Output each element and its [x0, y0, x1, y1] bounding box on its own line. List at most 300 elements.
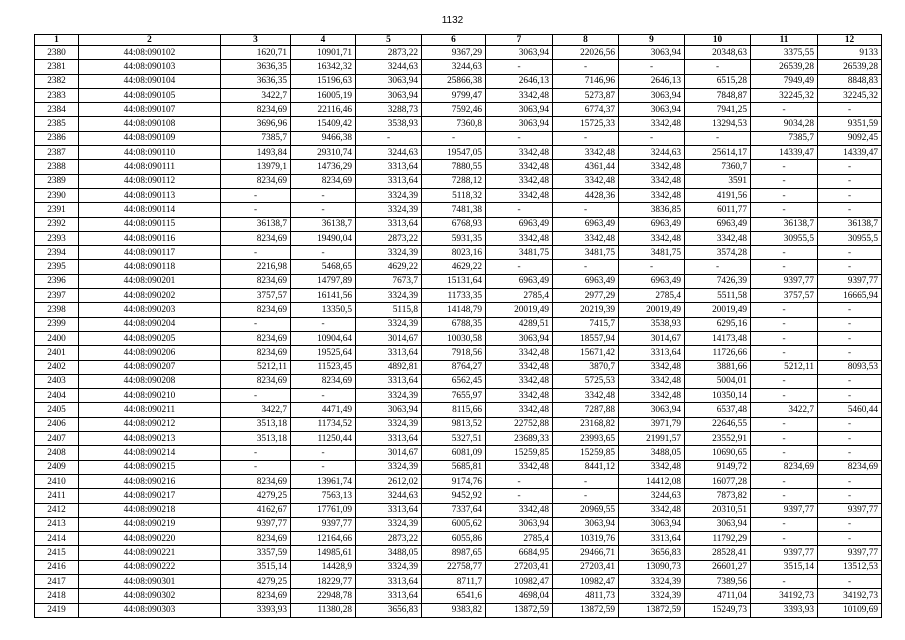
table-cell-col-11: 14339,47 — [751, 146, 818, 160]
table-cell-col-12: - — [818, 174, 882, 188]
table-cell-col-9: 3538,93 — [619, 317, 685, 331]
table-cell-col-10: 20019,49 — [685, 303, 751, 317]
table-cell-col-8: 2977,29 — [553, 289, 619, 303]
table-cell-col-2: 44:08:090113 — [79, 188, 221, 202]
table-cell-col-1: 2397 — [35, 289, 79, 303]
table-cell-col-3: 5212,11 — [221, 360, 291, 374]
table-cell-col-6: 5118,32 — [422, 188, 486, 202]
table-cell-col-11: 9397,77 — [751, 546, 818, 560]
table-cell-col-9: 3324,39 — [619, 589, 685, 603]
table-cell-col-3: 8234,69 — [221, 303, 291, 317]
table-cell-col-11: - — [751, 489, 818, 503]
table-cell-col-8: - — [553, 489, 619, 503]
table-cell-col-5: 3324,39 — [356, 560, 422, 574]
table-cell-col-6: 9383,82 — [422, 603, 486, 617]
table-cell-col-8: 4428,36 — [553, 188, 619, 202]
table-cell-col-3: 7385,7 — [221, 131, 291, 145]
table-cell-col-1: 2394 — [35, 246, 79, 260]
table-cell-col-6: 6768,93 — [422, 217, 486, 231]
table-cell-col-7: 3342,48 — [486, 174, 553, 188]
table-cell-col-5: 2873,22 — [356, 231, 422, 245]
table-cell-col-6: 8115,66 — [422, 403, 486, 417]
table-cell-col-11: 7949,49 — [751, 74, 818, 88]
table-cell-col-12: 9092,45 — [818, 131, 882, 145]
table-cell-col-5: 3244,63 — [356, 60, 422, 74]
table-body — [35, 46, 882, 618]
table-row — [35, 403, 882, 417]
table-cell-col-10: 9149,72 — [685, 460, 751, 474]
table-cell-col-3: 3515,14 — [221, 560, 291, 574]
table-cell-col-8: 15259,85 — [553, 446, 619, 460]
table-cell-col-10: 11726,66 — [685, 346, 751, 360]
table-cell-col-8: - — [553, 474, 619, 488]
table-cell-col-12: - — [818, 374, 882, 388]
table-cell-col-9: 3342,48 — [619, 360, 685, 374]
table-cell-col-11: 9397,77 — [751, 274, 818, 288]
table-cell-col-8: 10982,47 — [553, 574, 619, 588]
table-cell-col-4: 14736,29 — [291, 160, 356, 174]
table-cell-col-7: - — [486, 203, 553, 217]
table-cell-col-3: 8234,69 — [221, 589, 291, 603]
table-cell-col-10: 3574,28 — [685, 246, 751, 260]
table-cell-col-2: 44:08:090201 — [79, 274, 221, 288]
table-cell-col-11: - — [751, 432, 818, 446]
table-cell-col-9: 3342,48 — [619, 117, 685, 131]
table-cell-col-5: 4892,81 — [356, 360, 422, 374]
table-cell-col-8: 15725,33 — [553, 117, 619, 131]
table-cell-col-10: 10350,14 — [685, 389, 751, 403]
table-cell-col-12: - — [818, 203, 882, 217]
table-cell-col-6: 5685,81 — [422, 460, 486, 474]
table-cell-col-4: 13961,74 — [291, 474, 356, 488]
table-cell-col-12: - — [818, 103, 882, 117]
table-cell-col-11: 34192,73 — [751, 589, 818, 603]
table-cell-col-4: 11250,44 — [291, 432, 356, 446]
table-row — [35, 417, 882, 431]
table-row — [35, 74, 882, 88]
table-cell-col-9: 2646,13 — [619, 74, 685, 88]
table-cell-col-11: 3393,93 — [751, 603, 818, 617]
column-header-3: 3 — [221, 35, 291, 46]
table-row — [35, 146, 882, 160]
table-row — [35, 474, 882, 488]
table-cell-col-8: 3342,48 — [553, 146, 619, 160]
table-cell-col-7: 3342,48 — [486, 231, 553, 245]
table-row — [35, 574, 882, 588]
table-cell-col-5: 3324,39 — [356, 460, 422, 474]
table-cell-col-1: 2401 — [35, 346, 79, 360]
table-cell-col-4: 9397,77 — [291, 517, 356, 531]
table-cell-col-2: 44:08:090221 — [79, 546, 221, 560]
table-cell-col-11: - — [751, 103, 818, 117]
table-cell-col-2: 44:08:090220 — [79, 532, 221, 546]
table-row — [35, 260, 882, 274]
table-cell-col-10: 5004,01 — [685, 374, 751, 388]
table-cell-col-5: 7673,7 — [356, 274, 422, 288]
table-cell-col-2: 44:08:090215 — [79, 460, 221, 474]
table-cell-col-9: 2785,4 — [619, 289, 685, 303]
table-cell-col-10: 5511,58 — [685, 289, 751, 303]
table-cell-col-3: - — [221, 446, 291, 460]
table-cell-col-12: - — [818, 517, 882, 531]
table-row — [35, 589, 882, 603]
table-cell-col-5: 3313,64 — [356, 174, 422, 188]
table-cell-col-1: 2391 — [35, 203, 79, 217]
table-cell-col-4: 11523,45 — [291, 360, 356, 374]
table-cell-col-4: 8234,69 — [291, 174, 356, 188]
table-cell-col-7: 15259,85 — [486, 446, 553, 460]
table-cell-col-11: - — [751, 260, 818, 274]
table-cell-col-11: 9034,28 — [751, 117, 818, 131]
table-row — [35, 103, 882, 117]
table-cell-col-1: 2417 — [35, 574, 79, 588]
table-cell-col-12: 16665,94 — [818, 289, 882, 303]
table-cell-col-8: 4811,73 — [553, 589, 619, 603]
column-header-4: 4 — [291, 35, 356, 46]
table-cell-col-11: 7385,7 — [751, 131, 818, 145]
table-cell-col-3: 3636,35 — [221, 60, 291, 74]
table-cell-col-3: 3422,7 — [221, 403, 291, 417]
table-cell-col-12: 9133 — [818, 46, 882, 60]
table-cell-col-12: - — [818, 574, 882, 588]
table-cell-col-4: 13350,5 — [291, 303, 356, 317]
table-cell-col-7: 2646,13 — [486, 74, 553, 88]
table-cell-col-4: 7563,13 — [291, 489, 356, 503]
table-cell-col-3: 3357,59 — [221, 546, 291, 560]
table-cell-col-3: 3696,96 — [221, 117, 291, 131]
table-cell-col-11: - — [751, 446, 818, 460]
table-cell-col-11: 30955,5 — [751, 231, 818, 245]
table-cell-col-12: 8848,83 — [818, 74, 882, 88]
table-cell-col-12: 13512,53 — [818, 560, 882, 574]
table-cell-col-11: 3375,55 — [751, 46, 818, 60]
table-row — [35, 517, 882, 531]
table-row — [35, 331, 882, 345]
table-cell-col-2: 44:08:090103 — [79, 60, 221, 74]
table-cell-col-9: 3063,94 — [619, 517, 685, 531]
table-cell-col-11: 32245,32 — [751, 88, 818, 102]
table-cell-col-5: 3288,73 — [356, 103, 422, 117]
table-cell-col-10: 28528,41 — [685, 546, 751, 560]
table-row — [35, 503, 882, 517]
table-cell-col-11: 3757,57 — [751, 289, 818, 303]
table-cell-col-4: 16141,56 — [291, 289, 356, 303]
table-cell-col-4: 22116,46 — [291, 103, 356, 117]
table-cell-col-2: 44:08:090102 — [79, 46, 221, 60]
table-cell-col-12: 9397,77 — [818, 503, 882, 517]
table-row — [35, 131, 882, 145]
table-cell-col-11: 26539,28 — [751, 60, 818, 74]
table-cell-col-8: 6963,49 — [553, 217, 619, 231]
table-cell-col-5: 3324,39 — [356, 246, 422, 260]
table-cell-col-10: 7360,7 — [685, 160, 751, 174]
table-cell-col-2: 44:08:090111 — [79, 160, 221, 174]
table-cell-col-1: 2381 — [35, 60, 79, 74]
table-cell-col-3: 3393,93 — [221, 603, 291, 617]
table-cell-col-12: 5460,44 — [818, 403, 882, 417]
table-cell-col-5: 3324,39 — [356, 417, 422, 431]
table-cell-col-7: - — [486, 474, 553, 488]
table-cell-col-12: - — [818, 188, 882, 202]
table-cell-col-8: 29466,71 — [553, 546, 619, 560]
table-cell-col-2: 44:08:090213 — [79, 432, 221, 446]
table-cell-col-7: - — [486, 131, 553, 145]
table-cell-col-11: - — [751, 317, 818, 331]
table-cell-col-8: 4361,44 — [553, 160, 619, 174]
table-cell-col-10: 3063,94 — [685, 517, 751, 531]
table-cell-col-3: 9397,77 — [221, 517, 291, 531]
table-cell-col-4: - — [291, 460, 356, 474]
table-cell-col-5: 2873,22 — [356, 532, 422, 546]
table-cell-col-6: 7592,46 — [422, 103, 486, 117]
table-cell-col-12: - — [818, 160, 882, 174]
table-cell-col-6: 7288,12 — [422, 174, 486, 188]
table-cell-col-4: 4471,49 — [291, 403, 356, 417]
table-row — [35, 88, 882, 102]
table-cell-col-6: 8987,65 — [422, 546, 486, 560]
table-cell-col-10: - — [685, 60, 751, 74]
table-cell-col-11: - — [751, 174, 818, 188]
table-cell-col-8: 10319,76 — [553, 532, 619, 546]
table-cell-col-7: 3342,48 — [486, 374, 553, 388]
table-cell-col-8: 7287,88 — [553, 403, 619, 417]
table-cell-col-10: 20310,51 — [685, 503, 751, 517]
table-cell-col-9: 3063,94 — [619, 88, 685, 102]
table-cell-col-7: 6963,49 — [486, 274, 553, 288]
table-cell-col-1: 2395 — [35, 260, 79, 274]
table-cell-col-11: 8234,69 — [751, 460, 818, 474]
table-cell-col-2: 44:08:090114 — [79, 203, 221, 217]
table-cell-col-3: 2216,98 — [221, 260, 291, 274]
table-cell-col-6: 7655,97 — [422, 389, 486, 403]
table-cell-col-8: - — [553, 131, 619, 145]
table-cell-col-7: 23689,33 — [486, 432, 553, 446]
table-cell-col-12: 32245,32 — [818, 88, 882, 102]
table-cell-col-6: 9367,29 — [422, 46, 486, 60]
table-cell-col-6: 7880,55 — [422, 160, 486, 174]
table-cell-col-2: 44:08:090303 — [79, 603, 221, 617]
table-cell-col-8: 22026,56 — [553, 46, 619, 60]
table-cell-col-5: 3324,39 — [356, 203, 422, 217]
table-row — [35, 274, 882, 288]
table-cell-col-5: 3313,64 — [356, 589, 422, 603]
table-cell-col-2: 44:08:090207 — [79, 360, 221, 374]
table-cell-col-3: 8234,69 — [221, 374, 291, 388]
table-cell-col-9: 3063,94 — [619, 46, 685, 60]
table-cell-col-9: 3313,64 — [619, 532, 685, 546]
table-cell-col-8: 18557,94 — [553, 331, 619, 345]
table-cell-col-1: 2404 — [35, 389, 79, 403]
table-cell-col-8: 5725,53 — [553, 374, 619, 388]
table-cell-col-1: 2406 — [35, 417, 79, 431]
table-cell-col-6: 9799,47 — [422, 88, 486, 102]
table-cell-col-12: - — [818, 246, 882, 260]
column-header-2: 2 — [79, 35, 221, 46]
table-cell-col-1: 2392 — [35, 217, 79, 231]
table-cell-col-5: 3324,39 — [356, 517, 422, 531]
table-row — [35, 174, 882, 188]
table-cell-col-4: - — [291, 188, 356, 202]
table-row — [35, 560, 882, 574]
table-cell-col-1: 2410 — [35, 474, 79, 488]
table-cell-col-2: 44:08:090109 — [79, 131, 221, 145]
table-cell-col-7: 3063,94 — [486, 517, 553, 531]
table-cell-col-11: 36138,7 — [751, 217, 818, 231]
table-cell-col-9: 14412,08 — [619, 474, 685, 488]
table-cell-col-6: 7360,8 — [422, 117, 486, 131]
table-cell-col-10: 4191,56 — [685, 188, 751, 202]
table-cell-col-2: 44:08:090104 — [79, 74, 221, 88]
table-cell-col-9: 3342,48 — [619, 374, 685, 388]
table-cell-col-9: 6963,49 — [619, 274, 685, 288]
table-cell-col-5: 3488,05 — [356, 546, 422, 560]
table-cell-col-1: 2399 — [35, 317, 79, 331]
table-cell-col-1: 2419 — [35, 603, 79, 617]
table-cell-col-12: - — [818, 432, 882, 446]
table-cell-col-3: 8234,69 — [221, 103, 291, 117]
table-cell-col-6: 6541,6 — [422, 589, 486, 603]
table-cell-col-4: 12164,66 — [291, 532, 356, 546]
table-cell-col-1: 2415 — [35, 546, 79, 560]
table-cell-col-1: 2393 — [35, 231, 79, 245]
table-cell-col-11: 3422,7 — [751, 403, 818, 417]
table-cell-col-9: 3971,79 — [619, 417, 685, 431]
table-cell-col-6: - — [422, 131, 486, 145]
table-cell-col-3: 36138,7 — [221, 217, 291, 231]
table-cell-col-11: 3515,14 — [751, 560, 818, 574]
table-cell-col-4: 10901,71 — [291, 46, 356, 60]
table-cell-col-6: 8023,16 — [422, 246, 486, 260]
table-cell-col-7: 27203,41 — [486, 560, 553, 574]
table-cell-col-7: 3342,48 — [486, 88, 553, 102]
table-row — [35, 532, 882, 546]
table-cell-col-5: 3324,39 — [356, 188, 422, 202]
table-cell-col-2: 44:08:090206 — [79, 346, 221, 360]
page-number: 1132 — [441, 15, 464, 26]
table-cell-col-6: 6055,86 — [422, 532, 486, 546]
table-cell-col-2: 44:08:090107 — [79, 103, 221, 117]
table-cell-col-11: 5212,11 — [751, 360, 818, 374]
table-cell-col-12: 9351,59 — [818, 117, 882, 131]
table-cell-col-3: 3422,7 — [221, 88, 291, 102]
table-cell-col-7: 4698,04 — [486, 589, 553, 603]
table-cell-col-10: 20348,63 — [685, 46, 751, 60]
table-cell-col-7: 3342,48 — [486, 403, 553, 417]
table-cell-col-4: 11380,28 — [291, 603, 356, 617]
table-cell-col-5: 3063,94 — [356, 74, 422, 88]
table-cell-col-1: 2385 — [35, 117, 79, 131]
table-cell-col-2: 44:08:090112 — [79, 174, 221, 188]
table-cell-col-9: 3488,05 — [619, 446, 685, 460]
table-cell-col-3: - — [221, 203, 291, 217]
table-cell-col-5: 3014,67 — [356, 446, 422, 460]
table-cell-col-2: 44:08:090211 — [79, 403, 221, 417]
table-cell-col-12: - — [818, 489, 882, 503]
table-cell-col-9: 3656,83 — [619, 546, 685, 560]
table-cell-col-8: 6963,49 — [553, 274, 619, 288]
table-cell-col-3: - — [221, 188, 291, 202]
table-cell-col-10: 4711,04 — [685, 589, 751, 603]
table-cell-col-4: 22948,78 — [291, 589, 356, 603]
table-cell-col-7: 4289,51 — [486, 317, 553, 331]
table-cell-col-6: 9452,92 — [422, 489, 486, 503]
table-cell-col-1: 2418 — [35, 589, 79, 603]
table-cell-col-3: 4162,67 — [221, 503, 291, 517]
table-cell-col-11: - — [751, 188, 818, 202]
table-cell-col-4: 5468,65 — [291, 260, 356, 274]
table-row — [35, 489, 882, 503]
table-cell-col-8: 3342,48 — [553, 389, 619, 403]
table-cell-col-1: 2414 — [35, 532, 79, 546]
table-row — [35, 46, 882, 60]
table-cell-col-5: 3324,39 — [356, 317, 422, 331]
table-cell-col-12: - — [818, 260, 882, 274]
table-cell-col-6: 8764,27 — [422, 360, 486, 374]
table-cell-col-3: 1620,71 — [221, 46, 291, 60]
table-cell-col-9: 3063,94 — [619, 403, 685, 417]
table-cell-col-2: 44:08:090204 — [79, 317, 221, 331]
table-cell-col-2: 44:08:090203 — [79, 303, 221, 317]
table-cell-col-11: - — [751, 303, 818, 317]
table-cell-col-9: 6963,49 — [619, 217, 685, 231]
table-header — [35, 35, 882, 46]
table-cell-col-4: 16005,19 — [291, 88, 356, 102]
table-cell-col-12: - — [818, 317, 882, 331]
table-cell-col-4: 14985,61 — [291, 546, 356, 560]
table-cell-col-1: 2407 — [35, 432, 79, 446]
table-cell-col-6: 9174,76 — [422, 474, 486, 488]
column-header-1: 1 — [35, 35, 79, 46]
table-cell-col-2: 44:08:090208 — [79, 374, 221, 388]
table-cell-col-12: 9397,77 — [818, 274, 882, 288]
table-cell-col-3: 8234,69 — [221, 532, 291, 546]
table-cell-col-7: 6963,49 — [486, 217, 553, 231]
table-cell-col-9: 3014,67 — [619, 331, 685, 345]
table-row — [35, 389, 882, 403]
table-cell-col-10: 7389,56 — [685, 574, 751, 588]
table-cell-col-9: 20019,49 — [619, 303, 685, 317]
table-cell-col-1: 2409 — [35, 460, 79, 474]
table-cell-col-6: 19547,05 — [422, 146, 486, 160]
table-row — [35, 160, 882, 174]
table-cell-col-1: 2411 — [35, 489, 79, 503]
table-cell-col-12: 30955,5 — [818, 231, 882, 245]
table-cell-col-12: 34192,73 — [818, 589, 882, 603]
table-cell-col-12: - — [818, 303, 882, 317]
table-cell-col-1: 2403 — [35, 374, 79, 388]
table-cell-col-9: 3063,94 — [619, 103, 685, 117]
table-row — [35, 346, 882, 360]
table-cell-col-10: 6295,16 — [685, 317, 751, 331]
column-header-8: 8 — [553, 35, 619, 46]
table-cell-col-8: 20219,39 — [553, 303, 619, 317]
table-cell-col-3: 13979,1 — [221, 160, 291, 174]
table-cell-col-4: - — [291, 317, 356, 331]
table-cell-col-3: 1493,84 — [221, 146, 291, 160]
table-cell-col-1: 2416 — [35, 560, 79, 574]
table-cell-col-12: - — [818, 346, 882, 360]
table-cell-col-9: 3342,48 — [619, 389, 685, 403]
table-cell-col-7: 2785,4 — [486, 289, 553, 303]
table-cell-col-7: 3063,94 — [486, 331, 553, 345]
table-row — [35, 117, 882, 131]
table-cell-col-6: 9813,52 — [422, 417, 486, 431]
table-cell-col-9: 3324,39 — [619, 574, 685, 588]
table-cell-col-3: 8234,69 — [221, 331, 291, 345]
table-cell-col-8: 6774,37 — [553, 103, 619, 117]
table-cell-col-4: 10904,64 — [291, 331, 356, 345]
table-cell-col-8: 23993,65 — [553, 432, 619, 446]
